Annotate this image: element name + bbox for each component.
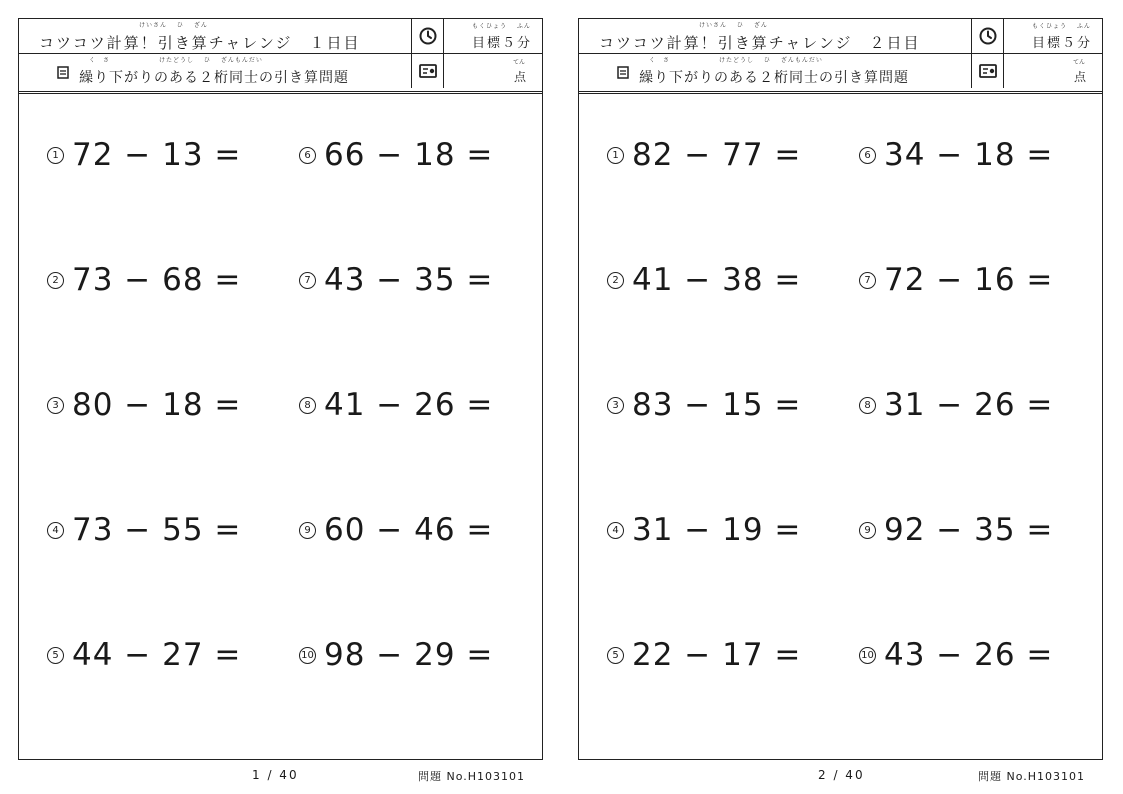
problem-number: 8 xyxy=(299,397,316,414)
problem-expression: 44 − 27 = xyxy=(72,637,242,673)
topic-cell xyxy=(579,54,972,88)
problem-number: 2 xyxy=(47,272,64,289)
problem-number: 6 xyxy=(299,147,316,164)
problem-expression: 43 − 26 = xyxy=(884,637,1054,673)
problem-number: 7 xyxy=(299,272,316,289)
problem-expression: 73 − 55 = xyxy=(72,512,242,548)
problem-number: 6 xyxy=(859,147,876,164)
clock-icon xyxy=(972,19,1004,53)
clock-icon xyxy=(412,19,444,53)
problem-4 xyxy=(47,512,241,548)
problem-6 xyxy=(859,137,1053,173)
problem-number: 9 xyxy=(859,522,876,539)
score-cell xyxy=(444,54,542,88)
problem-8 xyxy=(299,387,493,423)
topic-ruby: く さ けたどうし ひ ざんもんだい xyxy=(649,57,823,64)
goal-ruby: もくひょう ふん xyxy=(472,23,531,30)
problem-5 xyxy=(47,637,241,673)
score-card-icon xyxy=(412,54,444,88)
problem-expression: 41 − 26 = xyxy=(324,387,494,423)
worksheet-title: コツコツ計算！引き算チャレンジ ２日目 xyxy=(599,34,921,52)
problem-expression: 34 − 18 = xyxy=(884,137,1054,173)
problem-10 xyxy=(859,637,1053,673)
score-card-icon xyxy=(972,54,1004,88)
problem-expression: 66 − 18 = xyxy=(324,137,494,173)
problem-7 xyxy=(859,262,1053,298)
problem-1 xyxy=(47,137,241,173)
worksheet-title: コツコツ計算！引き算チャレンジ １日目 xyxy=(39,34,361,52)
problem-2 xyxy=(47,262,241,298)
problem-number: 4 xyxy=(607,522,624,539)
problem-number: 7 xyxy=(859,272,876,289)
problem-expression: 31 − 19 = xyxy=(632,512,802,548)
problem-8 xyxy=(859,387,1053,423)
problem-expression: 41 − 38 = xyxy=(632,262,802,298)
list-icon xyxy=(617,66,629,79)
problem-6 xyxy=(299,137,493,173)
problem-number: 1 xyxy=(47,147,64,164)
problem-id: 問題 No.H103101 xyxy=(978,770,1086,783)
topic-ruby: く さ けたどうし ひ ざんもんだい xyxy=(89,57,263,64)
score-ruby: てん xyxy=(512,59,525,66)
page-number: 2 / 40 xyxy=(818,768,865,782)
problem-expression: 60 − 46 = xyxy=(324,512,494,548)
problem-9 xyxy=(299,512,493,548)
problem-expression: 22 − 17 = xyxy=(632,637,802,673)
worksheet-topic: 繰り下がりのある２桁同士の引き算問題 xyxy=(79,70,349,86)
problem-number: 10 xyxy=(859,647,876,664)
problem-number: 3 xyxy=(607,397,624,414)
problem-expression: 98 − 29 = xyxy=(324,637,494,673)
title-cell xyxy=(579,19,972,53)
score-unit: 点 xyxy=(1073,70,1086,84)
problem-10 xyxy=(299,637,493,673)
problem-number: 4 xyxy=(47,522,64,539)
problem-number: 2 xyxy=(607,272,624,289)
problem-expression: 82 − 77 = xyxy=(632,137,802,173)
title-ruby: けいさん ひ ざん xyxy=(699,22,768,29)
problem-id: 問題 No.H103101 xyxy=(418,770,526,783)
page-number: 1 / 40 xyxy=(252,768,299,782)
problem-expression: 92 − 35 = xyxy=(884,512,1054,548)
problem-expression: 72 − 13 = xyxy=(72,137,242,173)
problem-2 xyxy=(607,262,801,298)
title-cell xyxy=(19,19,412,53)
problem-3 xyxy=(47,387,241,423)
problem-expression: 83 − 15 = xyxy=(632,387,802,423)
list-icon xyxy=(57,66,69,79)
goal-time: 目標５分 xyxy=(472,36,533,51)
problem-1 xyxy=(607,137,801,173)
problem-expression: 80 − 18 = xyxy=(72,387,242,423)
score-ruby: てん xyxy=(1072,59,1085,66)
goal-cell xyxy=(444,19,542,53)
problem-number: 3 xyxy=(47,397,64,414)
problem-expression: 72 − 16 = xyxy=(884,262,1054,298)
title-ruby: けいさん ひ ざん xyxy=(139,22,208,29)
problem-3 xyxy=(607,387,801,423)
problem-7 xyxy=(299,262,493,298)
goal-cell xyxy=(1004,19,1102,53)
worksheet-header xyxy=(579,19,1102,94)
score-cell xyxy=(1004,54,1102,88)
problem-number: 1 xyxy=(607,147,624,164)
problem-expression: 43 − 35 = xyxy=(324,262,494,298)
score-unit: 点 xyxy=(513,70,526,84)
worksheet-topic: 繰り下がりのある２桁同士の引き算問題 xyxy=(639,70,909,86)
problem-number: 8 xyxy=(859,397,876,414)
goal-time: 目標５分 xyxy=(1032,36,1093,51)
problem-number: 5 xyxy=(607,647,624,664)
problem-number: 10 xyxy=(299,647,316,664)
worksheet-day-2 xyxy=(578,18,1103,760)
worksheet-header xyxy=(19,19,542,94)
problem-expression: 31 − 26 = xyxy=(884,387,1054,423)
problem-9 xyxy=(859,512,1053,548)
problem-5 xyxy=(607,637,801,673)
topic-cell xyxy=(19,54,412,88)
problem-number: 9 xyxy=(299,522,316,539)
problem-expression: 73 − 68 = xyxy=(72,262,242,298)
goal-ruby: もくひょう ふん xyxy=(1032,23,1091,30)
worksheet-day-1 xyxy=(18,18,543,760)
problem-4 xyxy=(607,512,801,548)
problem-number: 5 xyxy=(47,647,64,664)
